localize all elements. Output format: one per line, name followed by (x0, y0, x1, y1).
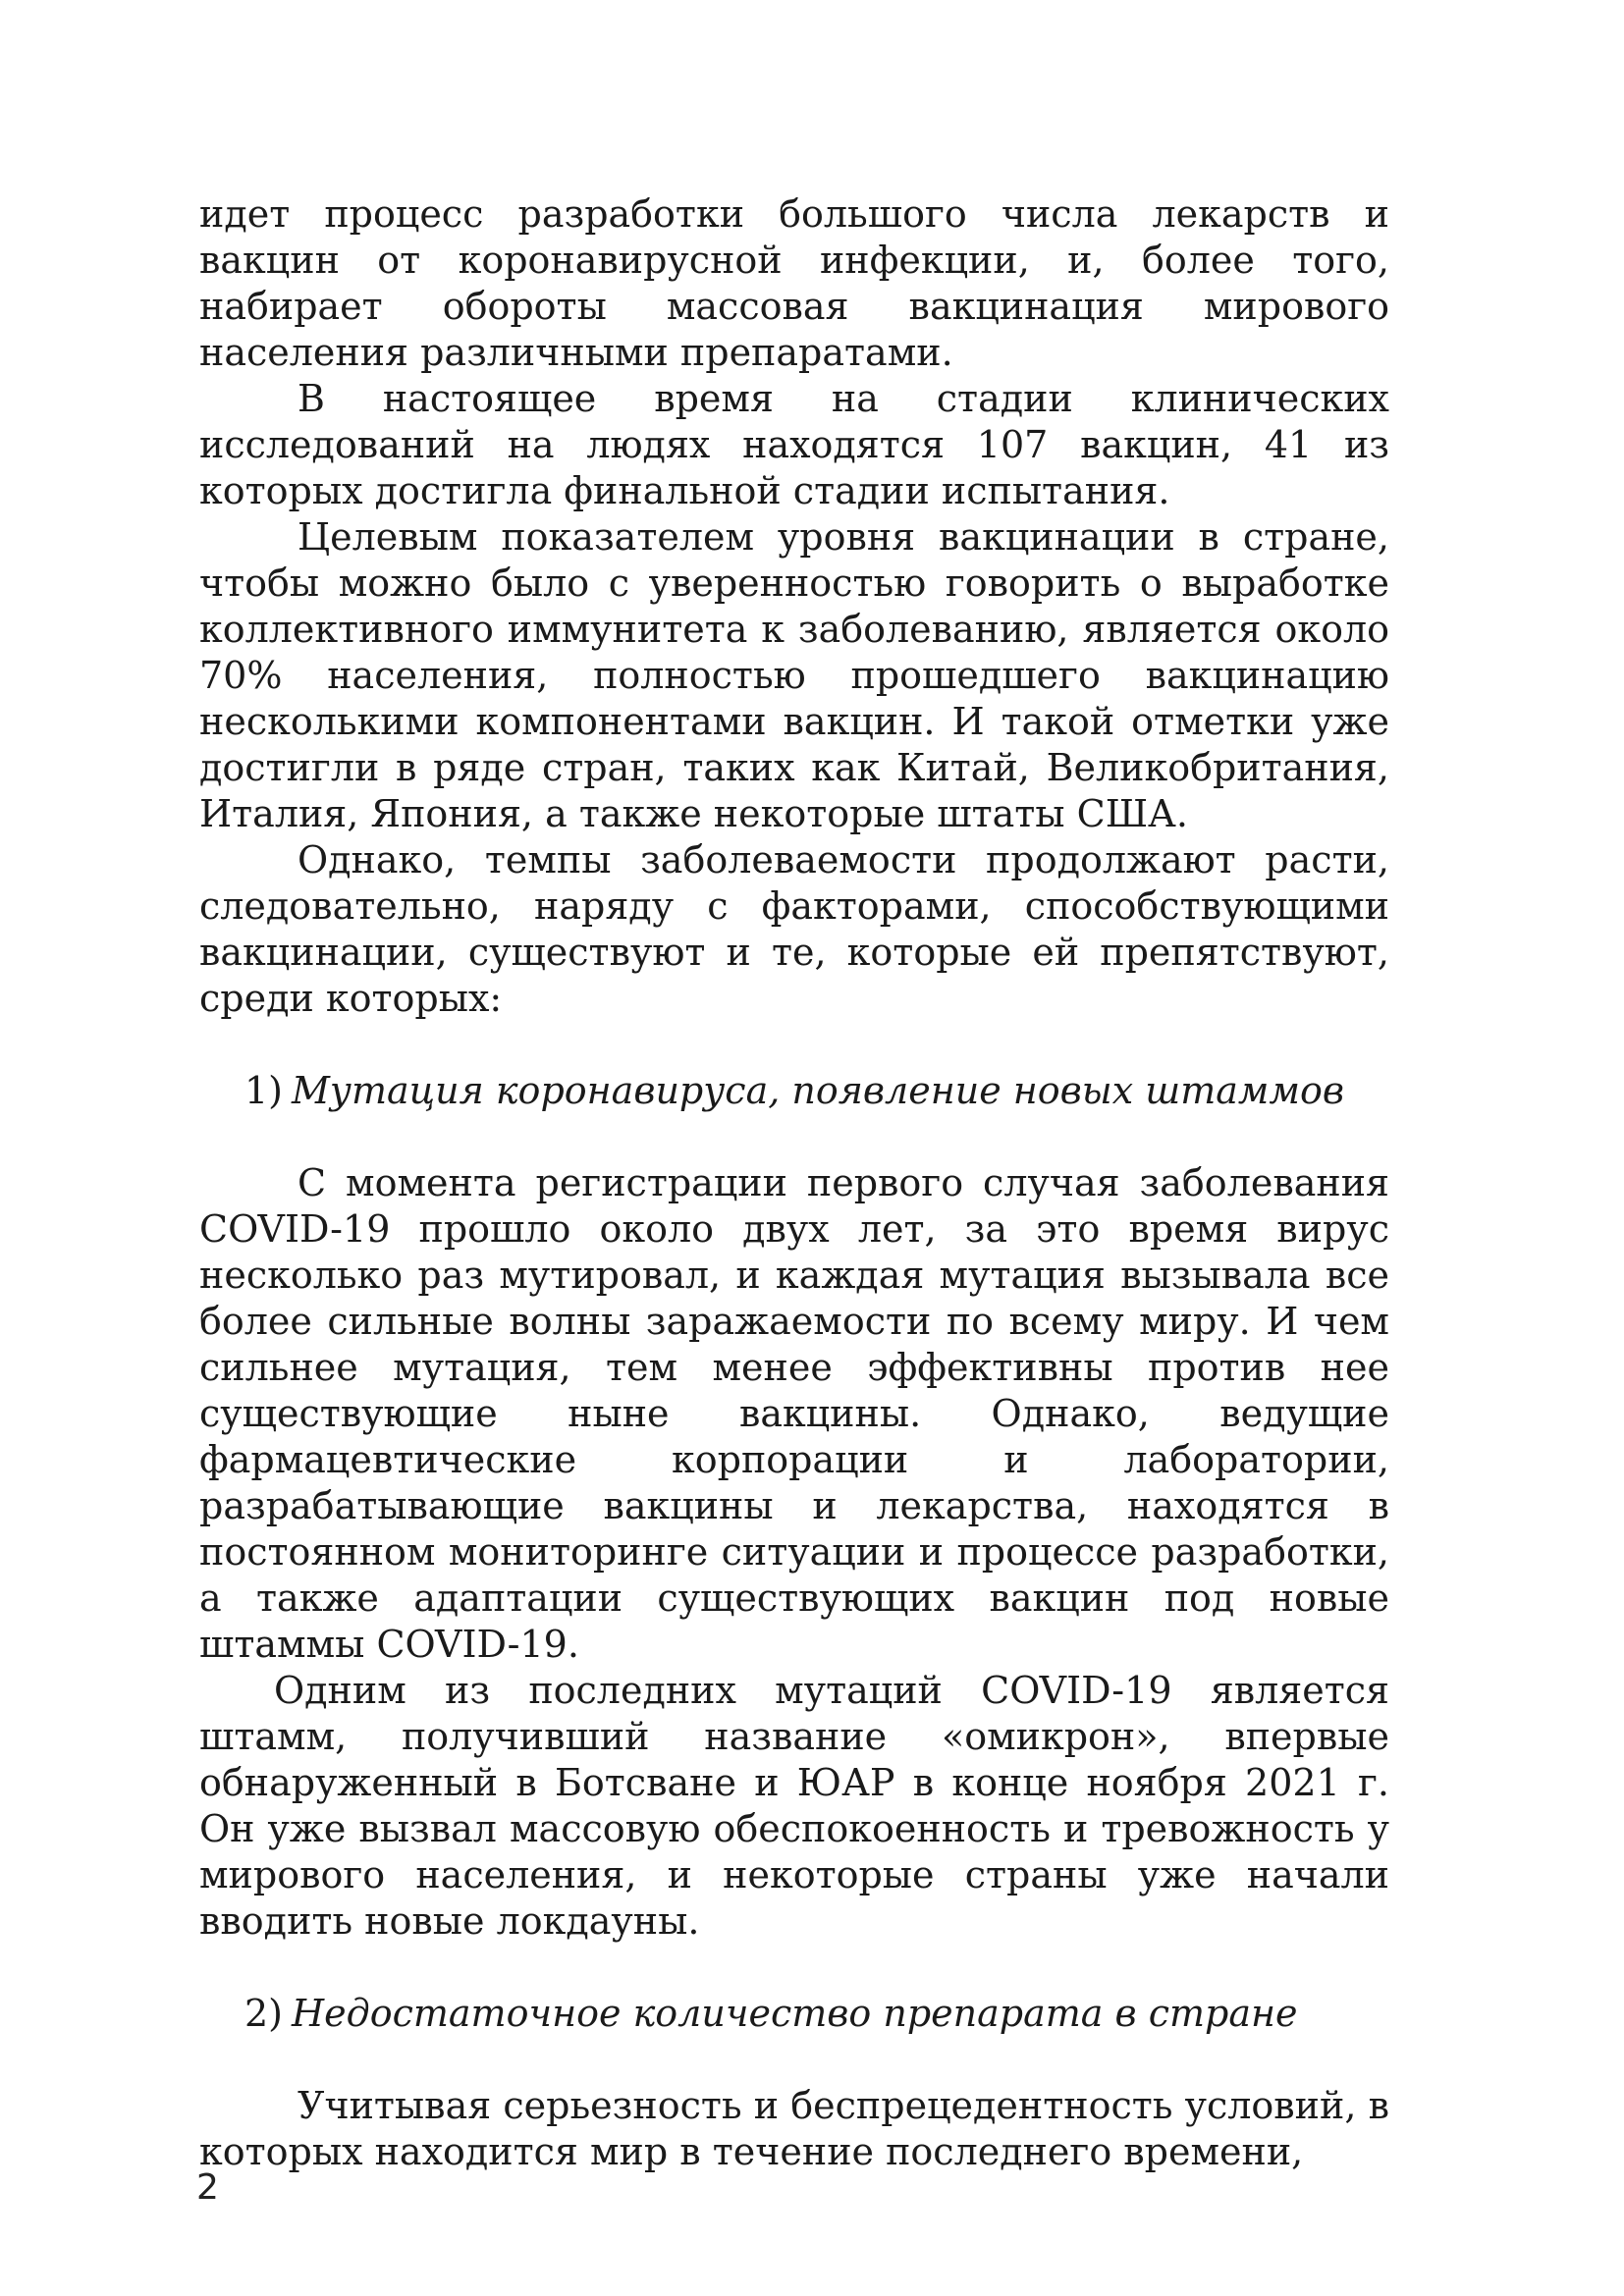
paragraph-vaccines-trials: В настоящее время на стадии клинических исследований на людях находятся 107 вакцин, 41 из которых достигла финальной стадии испытания. (199, 377, 1389, 512)
section-number: 2) (244, 1992, 284, 2035)
paragraph-mutation-history: С момента регистрации первого случая заболевания COVID-19 прошло около двух лет, за это время вирус несколько раз мутировал, и каждая мутация вызывала все более сильные волны заражаемости по всему миру. И чем сильнее мутация, тем менее эффективны против нее существующие ныне вакцины. Однако, ведущие фармацевтические корпорации и лаборатории, разрабатывающие вакцины и лекарства, находятся в постоянном мониторинге ситуации и процессе разработки, а также адаптации существующих вакцин под новые штаммы COVID-19. (199, 1161, 1389, 1666)
text-column (199, 191, 1389, 2175)
paragraph-conditions: Учитывая серьезность и беспрецедентность условий, в которых находится мир в течение последнего времени, (199, 2084, 1389, 2173)
section-heading-shortage (199, 1991, 1389, 2037)
paragraph-omicron: Одним из последних мутаций COVID-19 является штамм, получивший название «омикрон», впервые обнаруженный в Ботсване и ЮАР в конце ноября 2021 г. Он уже вызвал массовую обеспокоенность и тревожность у мирового населения, и некоторые страны уже начали вводить новые локдауны. (199, 1669, 1389, 1943)
section-title: Недостаточное количество препарата в стране (292, 1992, 1298, 2035)
section-number: 1) (244, 1069, 284, 1112)
section-heading-mutation (199, 1068, 1389, 1114)
paragraph-intro-continuation: идет процесс разработки большого числа лекарств и вакцин от коронавирусной инфекции, и, более того, набирает обороты массовая вакцинация мирового населения различными препаратами. (199, 192, 1389, 374)
paragraph-vaccination-target: Целевым показателем уровня вакцинации в стране, чтобы можно было с уверенностью говорить о выработке коллективного иммунитета к заболеванию, является около 70% населения, полностью прошедшего вакцинацию несколькими компонентами вакцин. И такой отметки уже достигли в ряде стран, таких как Китай, Великобритания, Италия, Япония, а также некоторые штаты США. (199, 515, 1389, 835)
section-title: Мутация коронавируса, появление новых штаммов (292, 1069, 1344, 1112)
paragraph-obstacles: Однако, темпы заболеваемости продолжают расти, следовательно, наряду с факторами, способствующими вакцинации, существуют и те, которые ей препятствуют, среди которых: (199, 838, 1389, 1020)
page-number: 2 (196, 2167, 219, 2208)
